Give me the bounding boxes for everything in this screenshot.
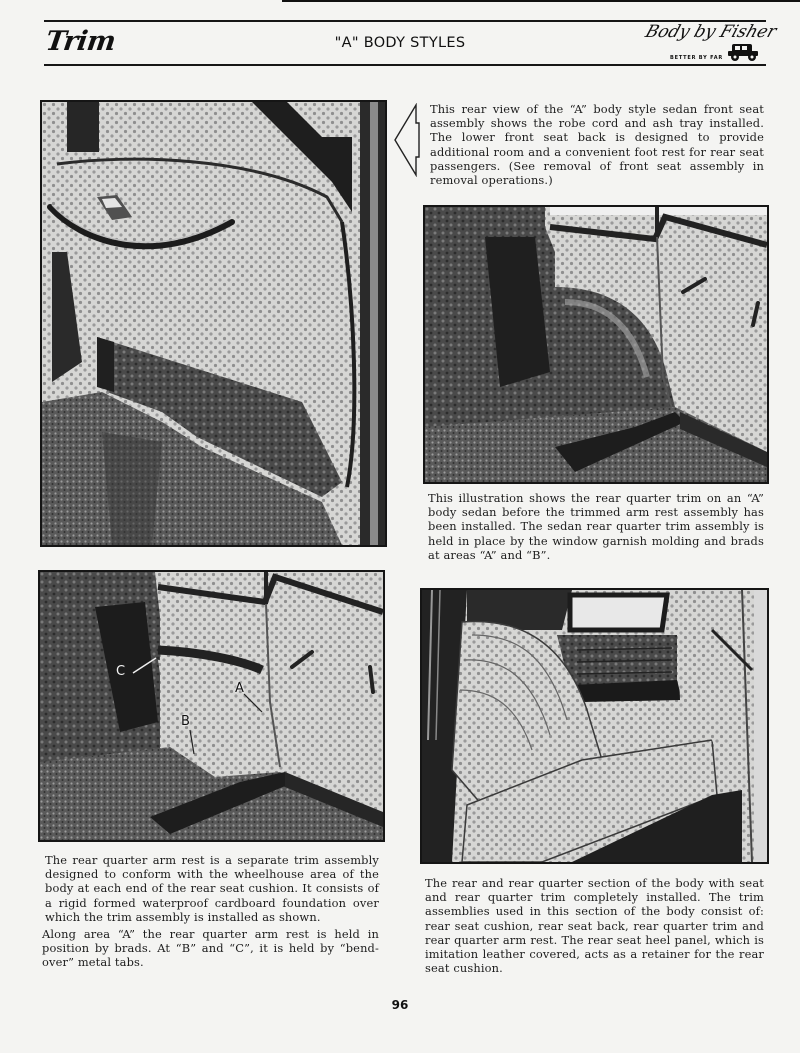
scan-edge xyxy=(282,0,800,2)
photo-rear-section-complete xyxy=(420,588,769,864)
page-number: 96 xyxy=(391,998,409,1012)
callout-b: B xyxy=(181,714,190,729)
header-rule-bottom xyxy=(44,64,766,66)
callout-a: A xyxy=(235,681,244,696)
caption-front-seat xyxy=(430,102,764,187)
caption-text-p2: Along area “A” the rear quarter arm rest is held in position by brads. At “B” and “C”, it is held by “bend-over” metal tabs. xyxy=(42,927,379,970)
photo-front-seat-rear-view xyxy=(40,100,387,547)
arrow-left-icon xyxy=(394,103,420,181)
brand-logo xyxy=(640,22,779,64)
brand-script: Body by Fisher xyxy=(642,22,779,42)
photo-rear-quarter-trim xyxy=(423,205,769,484)
caption-rear-section xyxy=(425,876,764,975)
page-heading: "A" BODY STYLES xyxy=(334,35,466,51)
caption-quarter-trim xyxy=(428,491,764,562)
vintage-car-icon xyxy=(726,42,760,66)
caption-text: The rear and rear quarter section of the body with seat and rear quarter trim completely installed. The trim assemblies used in this section of the body consist of: rear seat cushion, rear seat back, rear quarter trim and rear quarter arm rest. The rear seat heel panel, which is imitation leather covered, acts as a retainer for the rear seat cushion. xyxy=(425,876,764,976)
brand-tagline: BETTER BY FAR xyxy=(670,55,724,61)
caption-text: This illustration shows the rear quarter trim on an “A” body sedan before the trimmed arm rest assembly has been installed. The sedan rear quarter trim assembly is held in place by the window garnish molding and brads at areas “A” and “B”. xyxy=(428,491,764,562)
caption-text-p1: The rear quarter arm rest is a separate trim assembly designed to conform with the wheelhouse area of the body at each end of the rear seat cushion. It consists of a rigid formed waterproof cardboard foundation over which the trim assembly is installed as shown. xyxy=(45,853,379,924)
section-title: Trim xyxy=(43,26,118,57)
caption-text: This rear view of the “A” body style sedan front seat assembly shows the robe cord and ash tray installed. The lower front seat back is designed to provide additional room and a convenient foot rest for rear seat passengers. (See removal of front seat assembly in removal operations.) xyxy=(430,102,764,188)
callout-c: C xyxy=(116,664,126,679)
photo-rear-quarter-arm-rest xyxy=(38,570,385,842)
caption-arm-rest xyxy=(42,853,379,970)
